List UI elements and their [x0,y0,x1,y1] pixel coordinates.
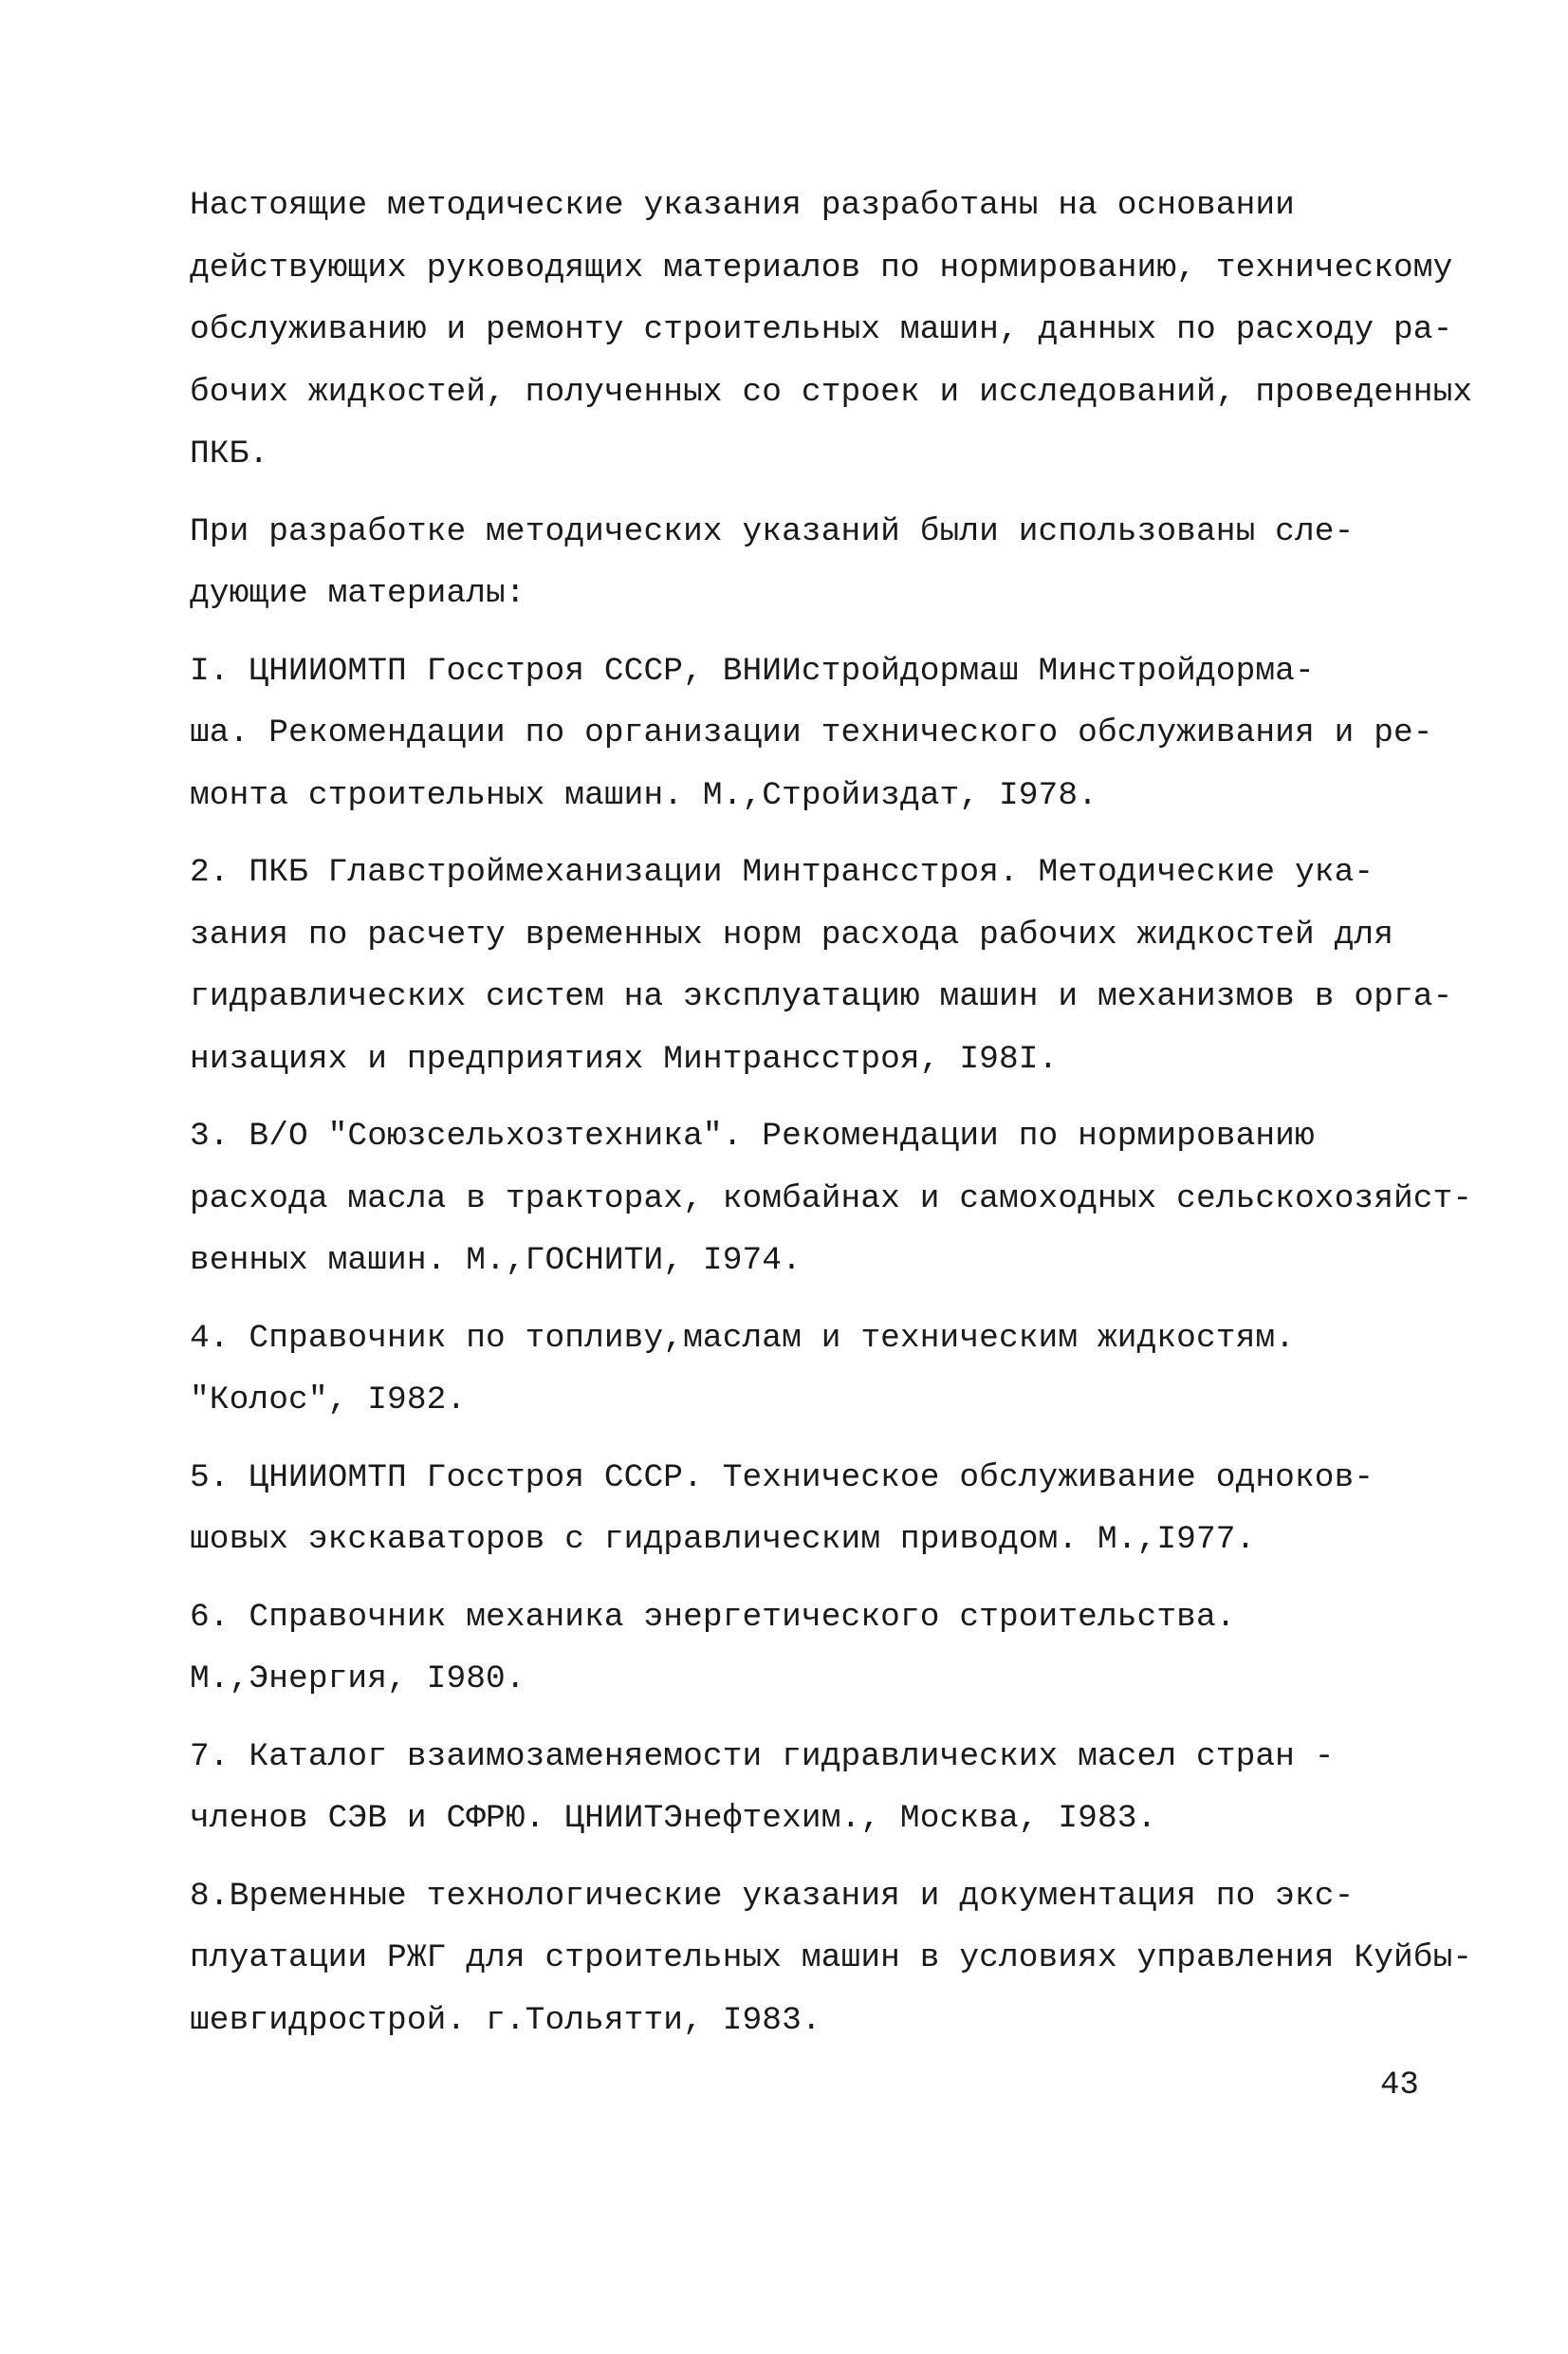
text-line: 4. Справочник по топливу,маслам и техническим жидкостям. [190,1319,1295,1357]
text-line: 2. ПКБ Главстроймеханизации Минтрансстроя. Методические ука- [190,854,1374,891]
text-line: членов СЭВ и СФРЮ. ЦНИИТЭнефтехим., Москва, I983. [190,1800,1157,1837]
text-line: I. ЦНИИОМТП Госстроя СССР, ВНИИстройдормаш Минстройдорма- [190,652,1315,690]
text-line: бочих жидкостей, полученных со строек и исследований, проведенных [190,373,1473,411]
text-line: дующие материалы: [190,575,526,612]
text-line: Настоящие методические указания разработаны на основании [190,187,1295,224]
body-text [190,175,1473,2067]
paragraph [190,1105,1473,1292]
text-line: 6. Справочник механика энергетического строительства. [190,1598,1236,1636]
paragraph [190,1726,1442,1850]
paragraph [190,1586,1442,1711]
text-line: обслуживанию и ремонту строительных машин, данных по расходу ра- [190,311,1453,348]
paragraph [190,1865,1473,2052]
text-line: "Колос", I982. [190,1381,467,1418]
text-line: 7. Каталог взаимозаменяемости гидравлических масел стран - [190,1737,1335,1775]
paragraph [190,1307,1442,1432]
text-line: ша. Рекомендации по организации технического обслуживания и ре- [190,714,1433,751]
text-line: зания по расчету временных норм расхода рабочих жидкостей для [190,916,1394,954]
text-line: расхода масла в тракторах, комбайнах и самоходных сельскохозяйст- [190,1179,1473,1217]
paragraph [190,1447,1442,1571]
text-line: ПКБ. [190,436,269,473]
text-line: шовых экскаваторов с гидравлическим приводом. М.,I977. [190,1521,1256,1558]
paragraph [190,501,1442,625]
text-line: низациях и предприятиях Минтрансстроя, I98I. [190,1040,1059,1078]
text-line: плуатации РЖГ для строительных машин в условиях управления Куйбы- [190,1939,1473,1976]
text-line: При разработке методических указаний были использованы сле- [190,512,1355,550]
text-line: 5. ЦНИИОМТП Госстроя СССР. Техническое обслуживание одноков- [190,1458,1374,1496]
paragraph [190,842,1453,1090]
text-line: 8.Временные технологические указания и документация по экс- [190,1877,1355,1915]
text-line: гидравлических систем на эксплуатацию машин и механизмов в орга- [190,978,1453,1015]
paragraph [190,175,1473,486]
text-line: монта строительных машин. М.,Стройиздат, I978. [190,776,1098,814]
text-line: 3. В/О "Союзсельхозтехника". Рекомендации по нормированию [190,1118,1315,1155]
text-line: действующих руководящих материалов по нормированию, техническому [190,249,1453,287]
text-line: шевгидрострой. г.Тольятти, I983. [190,2001,821,2039]
page-number: 43 [1380,2067,1419,2104]
paragraph [190,640,1442,827]
text-line: М.,Энергия, I980. [190,1660,526,1697]
text-line: венных машин. М.,ГОСНИТИ, I974. [190,1242,802,1279]
